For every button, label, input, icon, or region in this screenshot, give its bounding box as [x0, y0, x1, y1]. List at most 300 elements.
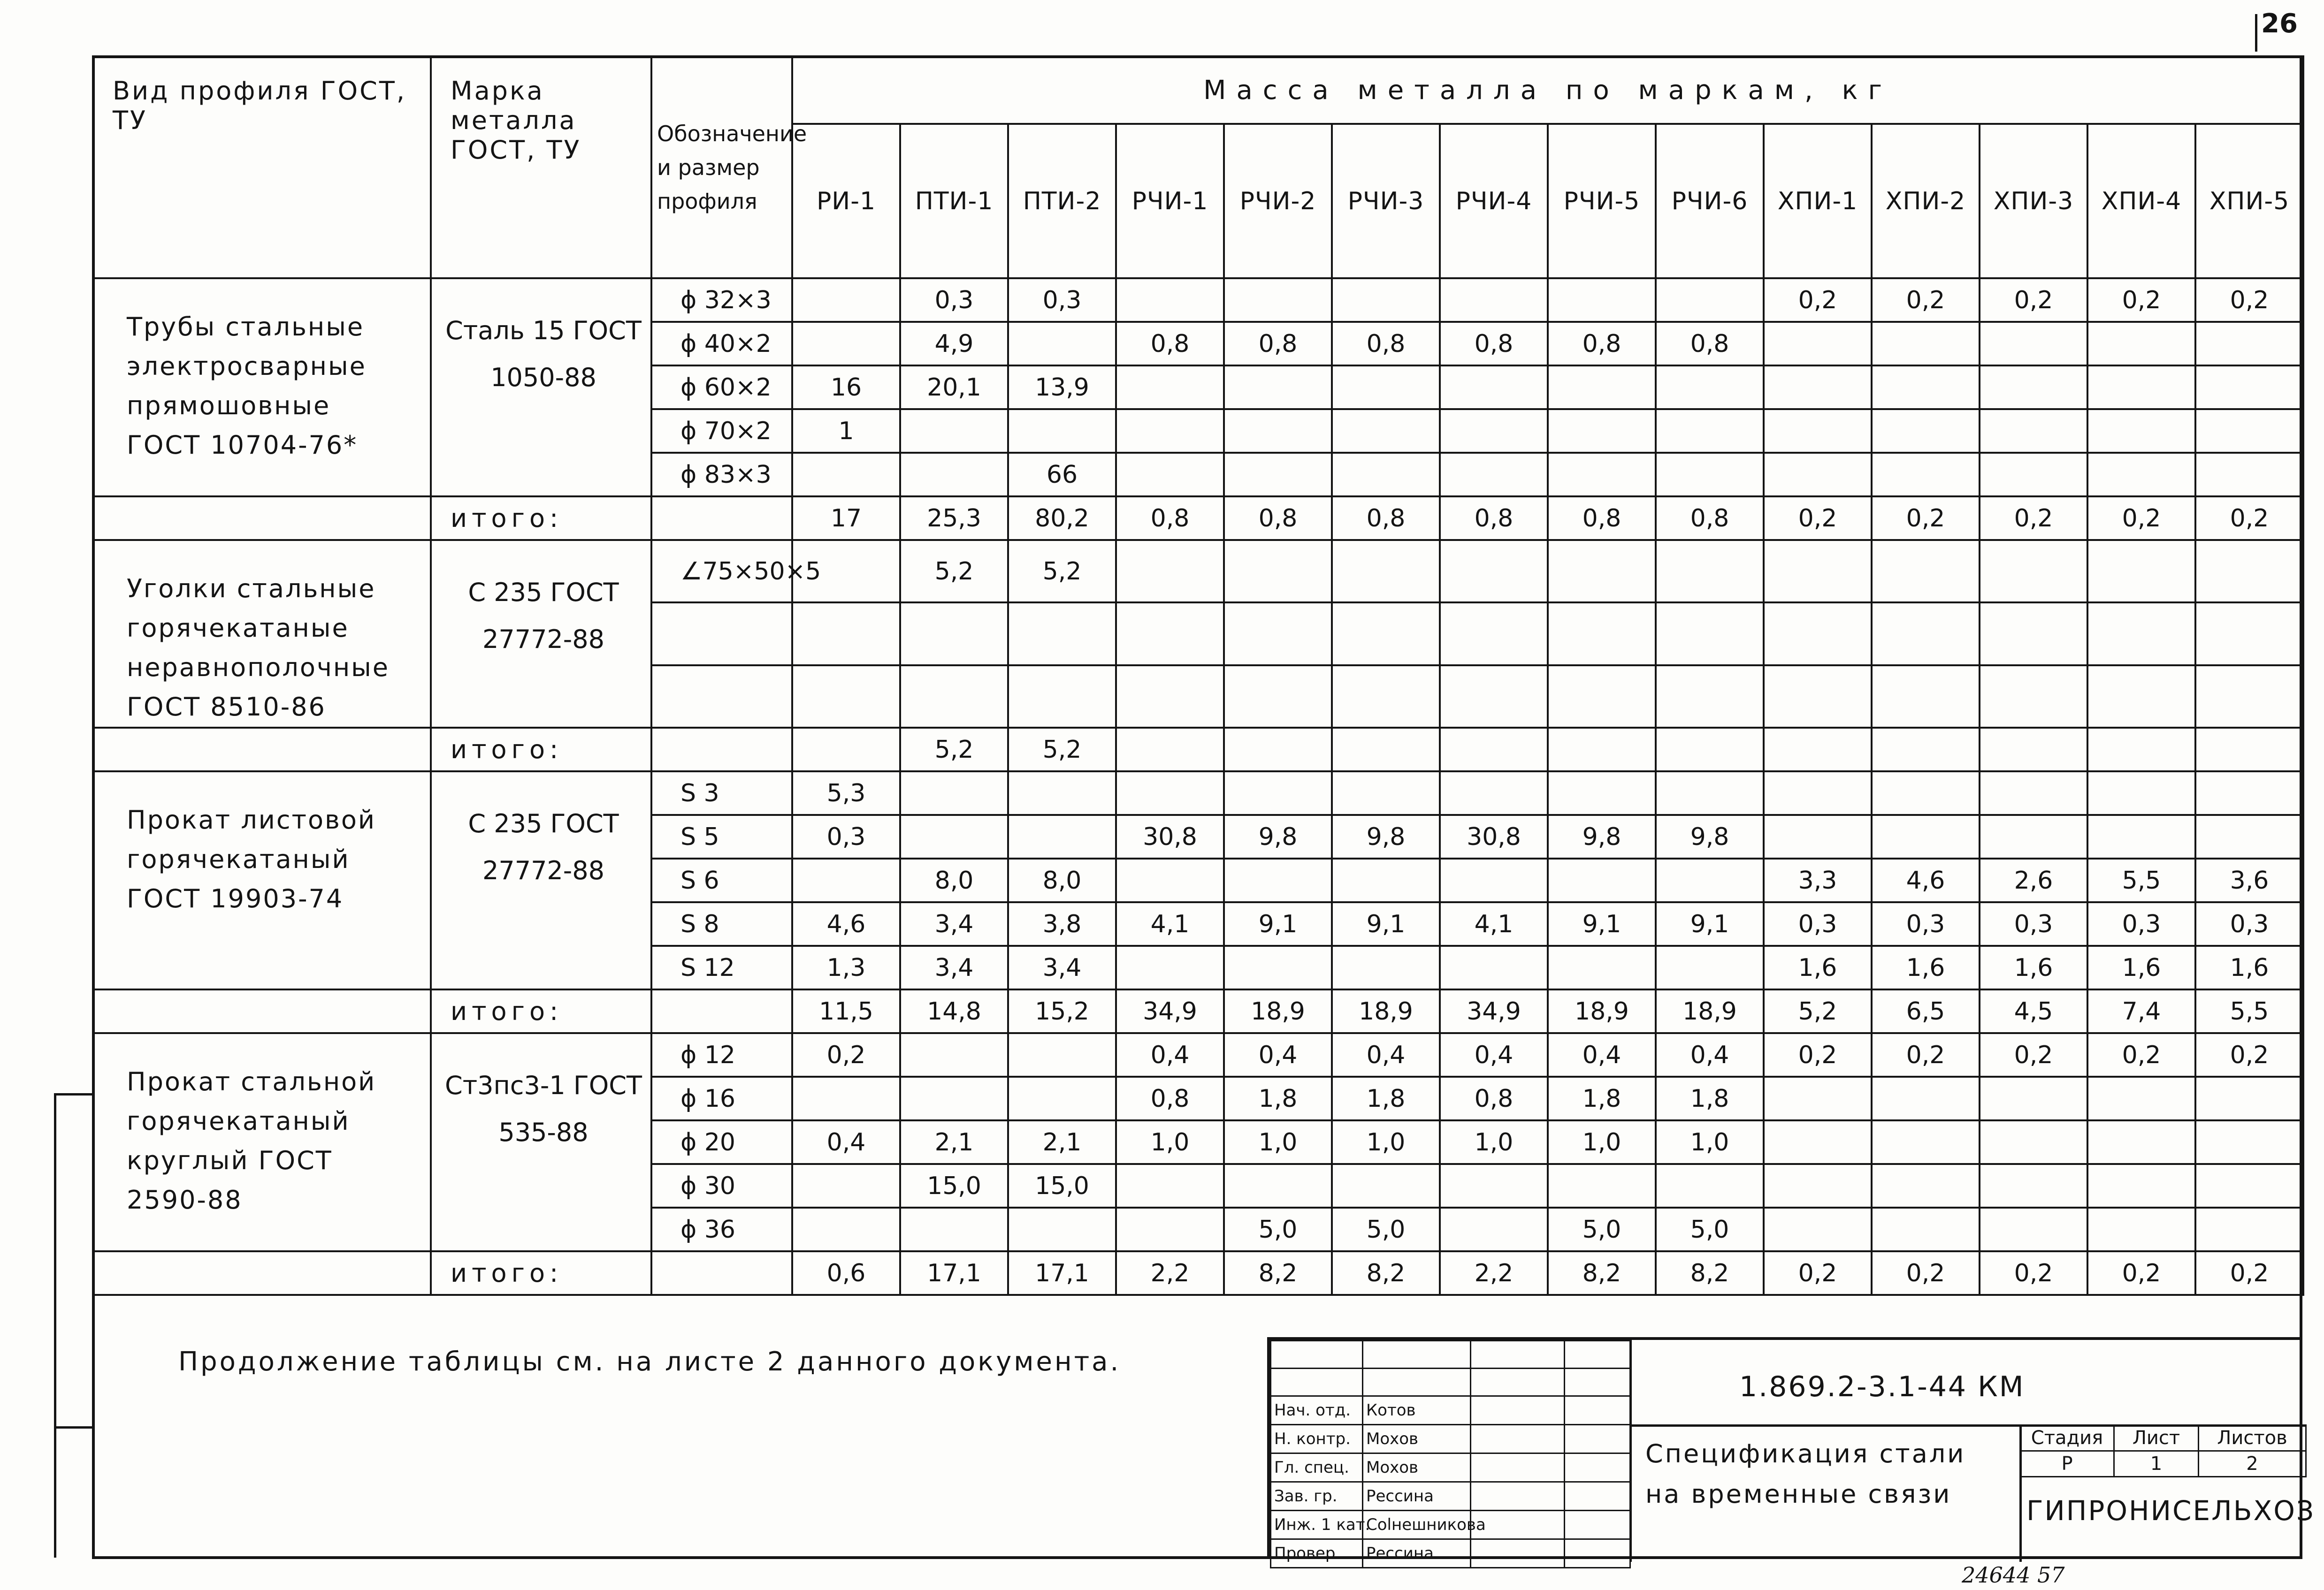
- mass-cell: [1116, 1208, 1224, 1251]
- mass-cell: [1440, 278, 1548, 322]
- mass-cell: [1116, 540, 1224, 602]
- mass-cell: 2,1: [1008, 1120, 1116, 1164]
- mass-cell: [1656, 1164, 1764, 1208]
- profile-size-cell: ϕ 32×3: [651, 278, 792, 322]
- mass-cell: 0,8: [1332, 322, 1440, 365]
- total-mass-cell: 0,8: [1332, 496, 1440, 540]
- mass-cell: [792, 453, 900, 496]
- total-mass-cell: 2,2: [1440, 1251, 1548, 1295]
- archive-number: 24644 57: [1962, 1562, 2065, 1588]
- total-row: [93, 496, 2303, 540]
- total-mass-cell: 0,2: [1764, 1251, 1872, 1295]
- mass-cell: [2087, 453, 2195, 496]
- mass-cell: [1440, 859, 1548, 902]
- mass-cell: [2087, 409, 2195, 453]
- mass-cell: [1872, 453, 1980, 496]
- mass-cell: [1440, 453, 1548, 496]
- mass-cell: [1980, 665, 2087, 728]
- mass-cell: [1008, 1077, 1116, 1120]
- document-code: 1.869.2-3.1-44 КМ: [1739, 1370, 2025, 1403]
- mass-cell: [2195, 1208, 2303, 1251]
- mass-cell: [1008, 665, 1116, 728]
- mass-cell: 5,5: [2087, 859, 2195, 902]
- total-row: [93, 728, 2303, 771]
- mass-cell: [1872, 1164, 1980, 1208]
- mass-cell: [1116, 771, 1224, 815]
- mass-cell: [900, 1077, 1008, 1120]
- stage-value: Р: [2020, 1451, 2114, 1477]
- mass-cell: [1764, 1208, 1872, 1251]
- total-mass-cell: 0,2: [1764, 496, 1872, 540]
- total-mass-cell: [1548, 728, 1656, 771]
- total-mass-cell: 2,2: [1116, 1251, 1224, 1295]
- total-mass-cell: 0,2: [1980, 496, 2087, 540]
- mass-cell: [900, 771, 1008, 815]
- mass-cell: 0,8: [1116, 322, 1224, 365]
- total-mass-cell: 8,2: [1332, 1251, 1440, 1295]
- mass-cell: [1656, 453, 1764, 496]
- mass-cell: 0,8: [1440, 1077, 1548, 1120]
- mass-cell: 5,0: [1224, 1208, 1332, 1251]
- mass-cell: 0,2: [1872, 1033, 1980, 1077]
- mass-cell: 0,2: [2195, 1033, 2303, 1077]
- mass-cell: [1224, 278, 1332, 322]
- total-mass-cell: 0,8: [1440, 496, 1548, 540]
- mass-cell: 0,8: [1440, 322, 1548, 365]
- total-mass-cell: 0,2: [2195, 496, 2303, 540]
- mark-header-cell: ПТИ-1: [900, 124, 1008, 278]
- mass-cell: [1440, 771, 1548, 815]
- total-mass-cell: 80,2: [1008, 496, 1116, 540]
- signature-name: Рессина: [1363, 1482, 1471, 1511]
- mark-header-cell: ХПИ-2: [1872, 124, 1980, 278]
- mass-cell: 0,3: [1008, 278, 1116, 322]
- signature-role: Зав. гр.: [1271, 1482, 1363, 1511]
- profile-size-cell: ϕ 12: [651, 1033, 792, 1077]
- mass-cell: [1980, 1208, 2087, 1251]
- mass-cell: [1980, 365, 2087, 409]
- mark-header-cell: ХПИ-1: [1764, 124, 1872, 278]
- signature-name: Мохов: [1363, 1425, 1471, 1453]
- mass-cell: [1548, 365, 1656, 409]
- mass-cell: [1656, 665, 1764, 728]
- mass-cell: 0,8: [1224, 322, 1332, 365]
- signature-name: Рессина: [1363, 1539, 1471, 1568]
- mass-cell: [1008, 815, 1116, 859]
- profile-type-cell: Уголки стальные горячекатаные неравнополочные ГОСТ 8510-86: [93, 540, 431, 728]
- total-mass-cell: 18,9: [1224, 989, 1332, 1033]
- mass-cell: [1116, 453, 1224, 496]
- mass-cell: [2087, 665, 2195, 728]
- total-label: итого:: [431, 496, 651, 540]
- mass-cell: 3,8: [1008, 902, 1116, 946]
- sheets-header: Листов: [2199, 1425, 2306, 1451]
- steel-grade-cell: Сталь 15 ГОСТ 1050-88: [431, 278, 651, 496]
- signature-role: Н. контр.: [1271, 1425, 1363, 1453]
- mass-cell: 9,1: [1224, 902, 1332, 946]
- mass-cell: [1224, 771, 1332, 815]
- signature-cell: [1471, 1482, 1565, 1511]
- mass-cell: [1332, 453, 1440, 496]
- mass-cell: 8,0: [900, 859, 1008, 902]
- mass-cell: [1332, 771, 1440, 815]
- mass-cell: [1980, 1077, 2087, 1120]
- mass-cell: 5,0: [1656, 1208, 1764, 1251]
- header-profile-type: Вид профиля ГОСТ, ТУ: [93, 56, 431, 278]
- total-mass-cell: 17,1: [1008, 1251, 1116, 1295]
- profile-size-cell: ϕ 36: [651, 1208, 792, 1251]
- profile-size-cell: ϕ 70×2: [651, 409, 792, 453]
- mark-header-cell: ХПИ-5: [2195, 124, 2303, 278]
- mass-cell: 9,8: [1224, 815, 1332, 859]
- total-label: итого:: [431, 728, 651, 771]
- mass-cell: [2087, 1077, 2195, 1120]
- mass-cell: [2195, 322, 2303, 365]
- signature-row: [1271, 1482, 1630, 1511]
- total-mass-cell: [2195, 728, 2303, 771]
- mass-cell: [1440, 602, 1548, 665]
- mass-cell: [1872, 1077, 1980, 1120]
- table-row: [93, 771, 2303, 815]
- mass-cell: [1116, 859, 1224, 902]
- corner-bar: [2255, 14, 2257, 52]
- profile-size-cell: S 8: [651, 902, 792, 946]
- mass-cell: [1548, 771, 1656, 815]
- profile-size-cell: S 5: [651, 815, 792, 859]
- total-mass-cell: 0,8: [1224, 496, 1332, 540]
- mass-cell: [1116, 365, 1224, 409]
- profile-type-cell-blank: [93, 989, 431, 1033]
- mass-cell: [2087, 365, 2195, 409]
- sheet-header: Лист: [2114, 1425, 2199, 1451]
- mass-cell: 5,0: [1548, 1208, 1656, 1251]
- mass-cell: [1224, 602, 1332, 665]
- mass-cell: 0,4: [1332, 1033, 1440, 1077]
- continuation-note: Продолжение таблицы см. на листе 2 данного документа.: [178, 1347, 1121, 1377]
- mass-cell: [1440, 409, 1548, 453]
- total-mass-cell: 18,9: [1332, 989, 1440, 1033]
- mass-cell: 1,8: [1548, 1077, 1656, 1120]
- total-mass-cell: 0,2: [1980, 1251, 2087, 1295]
- mass-cell: [2087, 1120, 2195, 1164]
- mass-cell: 0,3: [2195, 902, 2303, 946]
- signature-role: Инж. 1 кат.: [1271, 1511, 1363, 1539]
- total-mass-cell: 5,2: [1764, 989, 1872, 1033]
- total-mass-cell: 25,3: [900, 496, 1008, 540]
- mass-cell: [900, 409, 1008, 453]
- mass-cell: [1656, 946, 1764, 989]
- sheets-value: 2: [2199, 1451, 2306, 1477]
- mass-cell: [2087, 322, 2195, 365]
- mass-cell: [792, 1077, 900, 1120]
- profile-size-cell: ϕ 60×2: [651, 365, 792, 409]
- total-mass-cell: 5,2: [900, 728, 1008, 771]
- mass-cell: 4,1: [1440, 902, 1548, 946]
- total-mass-cell: [1656, 728, 1764, 771]
- mass-cell: 1,6: [2087, 946, 2195, 989]
- mass-cell: 1,8: [1224, 1077, 1332, 1120]
- mass-cell: [1764, 602, 1872, 665]
- mass-cell: [1332, 946, 1440, 989]
- mass-cell: [1980, 1164, 2087, 1208]
- mass-cell: [2195, 771, 2303, 815]
- mass-cell: [2195, 453, 2303, 496]
- mass-cell: 30,8: [1440, 815, 1548, 859]
- profile-type-cell-blank: [93, 496, 431, 540]
- mass-cell: [2195, 409, 2303, 453]
- mass-cell: 0,2: [1764, 278, 1872, 322]
- mass-cell: [1332, 278, 1440, 322]
- profile-size-cell-blank: [651, 496, 792, 540]
- mass-cell: 1,6: [1872, 946, 1980, 989]
- mass-cell: [1224, 859, 1332, 902]
- mass-cell: [1872, 665, 1980, 728]
- mass-cell: [1440, 1164, 1548, 1208]
- signature-role: Нач. отд.: [1271, 1396, 1363, 1425]
- mass-cell: [1548, 540, 1656, 602]
- mass-cell: [1980, 771, 2087, 815]
- organization-name: ГИПРОНИСЕЛЬХОЗ: [2026, 1495, 2316, 1527]
- mass-cell: 1,0: [1548, 1120, 1656, 1164]
- mass-cell: [2195, 815, 2303, 859]
- total-mass-cell: 0,2: [2087, 496, 2195, 540]
- mass-cell: [1872, 771, 1980, 815]
- mass-cell: 1,6: [1764, 946, 1872, 989]
- mass-cell: [1980, 409, 2087, 453]
- mass-cell: [1224, 1164, 1332, 1208]
- total-mass-cell: [1116, 728, 1224, 771]
- mass-cell: [1764, 1120, 1872, 1164]
- mass-cell: [792, 859, 900, 902]
- mass-cell: 0,3: [1872, 902, 1980, 946]
- mass-cell: 0,3: [1980, 902, 2087, 946]
- mass-cell: [1656, 365, 1764, 409]
- mass-cell: [1548, 453, 1656, 496]
- total-mass-cell: [1872, 728, 1980, 771]
- mass-cell: 1,6: [1980, 946, 2087, 989]
- mass-cell: [792, 602, 900, 665]
- mass-cell: [1872, 409, 1980, 453]
- mass-cell: [900, 1033, 1008, 1077]
- mass-cell: [1224, 946, 1332, 989]
- mass-cell: 4,9: [900, 322, 1008, 365]
- mass-cell: [1548, 602, 1656, 665]
- mark-header-cell: РИ-1: [792, 124, 900, 278]
- mass-cell: 0,2: [2087, 1033, 2195, 1077]
- mass-cell: [1008, 1208, 1116, 1251]
- profile-size-cell: ϕ 20: [651, 1120, 792, 1164]
- mass-cell: [2195, 665, 2303, 728]
- mass-cell: [1116, 1164, 1224, 1208]
- total-mass-cell: 15,2: [1008, 989, 1116, 1033]
- total-row: [93, 1251, 2303, 1295]
- mass-cell: 1: [792, 409, 900, 453]
- mass-cell: 5,2: [900, 540, 1008, 602]
- mass-cell: 9,8: [1548, 815, 1656, 859]
- mass-cell: [2087, 771, 2195, 815]
- mark-header-cell: РЧИ-4: [1440, 124, 1548, 278]
- total-mass-cell: 14,8: [900, 989, 1008, 1033]
- sheet-title-line2: на временные связи: [1645, 1479, 1952, 1509]
- total-mass-cell: [1332, 728, 1440, 771]
- mass-cell: [792, 665, 900, 728]
- mass-cell: 9,1: [1656, 902, 1764, 946]
- mass-cell: 1,0: [1440, 1120, 1548, 1164]
- mass-cell: [1008, 322, 1116, 365]
- steel-grade-cell: С 235 ГОСТ 27772-88: [431, 540, 651, 728]
- date-cell: [1565, 1482, 1630, 1511]
- profile-type-cell-blank: [93, 1251, 431, 1295]
- total-mass-cell: [792, 728, 900, 771]
- mass-cell: [1332, 665, 1440, 728]
- total-label: итого:: [431, 1251, 651, 1295]
- mass-cell: 15,0: [1008, 1164, 1116, 1208]
- mass-cell: [1980, 815, 2087, 859]
- mass-cell: [1548, 1164, 1656, 1208]
- mass-cell: [1764, 322, 1872, 365]
- signature-cell: [1471, 1539, 1565, 1568]
- mass-cell: [1872, 602, 1980, 665]
- total-mass-cell: 0,6: [792, 1251, 900, 1295]
- total-mass-cell: 0,8: [1656, 496, 1764, 540]
- signature-row: [1271, 1453, 1630, 1482]
- mass-cell: [1116, 409, 1224, 453]
- mass-cell: [1764, 540, 1872, 602]
- table-row: [93, 1033, 2303, 1077]
- mass-cell: 0,8: [1656, 322, 1764, 365]
- total-mass-cell: 5,2: [1008, 728, 1116, 771]
- signature-cell: [1471, 1425, 1565, 1453]
- mass-cell: 1,6: [2195, 946, 2303, 989]
- mass-cell: 0,4: [1656, 1033, 1764, 1077]
- mass-cell: 1,0: [1332, 1120, 1440, 1164]
- signature-cell: [1471, 1396, 1565, 1425]
- mass-cell: 0,2: [2087, 278, 2195, 322]
- mass-cell: [1764, 771, 1872, 815]
- mass-cell: [2087, 602, 2195, 665]
- mass-cell: [1764, 1077, 1872, 1120]
- total-mass-cell: 8,2: [1548, 1251, 1656, 1295]
- mass-cell: 2,1: [900, 1120, 1008, 1164]
- steel-specification-table: [92, 55, 2304, 1296]
- total-mass-cell: [1440, 728, 1548, 771]
- mass-cell: [1872, 540, 1980, 602]
- mass-cell: [1332, 540, 1440, 602]
- mass-cell: [1980, 540, 2087, 602]
- mass-cell: [1764, 453, 1872, 496]
- title-block-divider: [1629, 1340, 1632, 1562]
- mass-cell: [2195, 602, 2303, 665]
- mass-cell: [792, 1164, 900, 1208]
- mass-cell: 3,3: [1764, 859, 1872, 902]
- stage-header: Стадия: [2020, 1425, 2114, 1451]
- profile-size-cell: S 12: [651, 946, 792, 989]
- table-row: [93, 278, 2303, 322]
- mass-cell: [1548, 946, 1656, 989]
- mass-cell: [1872, 1208, 1980, 1251]
- total-mass-cell: 17,1: [900, 1251, 1008, 1295]
- mass-cell: [2195, 540, 2303, 602]
- mass-cell: 15,0: [900, 1164, 1008, 1208]
- signature-row: [1271, 1396, 1630, 1425]
- total-mass-cell: [2087, 728, 2195, 771]
- mass-cell: [2087, 540, 2195, 602]
- mass-cell: 9,8: [1656, 815, 1764, 859]
- total-mass-cell: [1224, 728, 1332, 771]
- mass-cell: [2087, 1164, 2195, 1208]
- mass-cell: [1548, 859, 1656, 902]
- mark-header-cell: РЧИ-2: [1224, 124, 1332, 278]
- signature-row: [1271, 1539, 1630, 1568]
- binding-mark: [54, 1426, 93, 1429]
- mass-cell: [900, 815, 1008, 859]
- total-mass-cell: 34,9: [1116, 989, 1224, 1033]
- date-cell: [1565, 1425, 1630, 1453]
- profile-size-cell: ∠75×50×5: [651, 540, 792, 602]
- mass-cell: [1656, 540, 1764, 602]
- mass-cell: [1440, 946, 1548, 989]
- total-mass-cell: 0,2: [1872, 1251, 1980, 1295]
- profile-size-cell: ϕ 16: [651, 1077, 792, 1120]
- signature-table: [1270, 1340, 1631, 1568]
- total-mass-cell: [1980, 728, 2087, 771]
- mass-cell: [1980, 602, 2087, 665]
- total-mass-cell: 18,9: [1548, 989, 1656, 1033]
- mass-cell: [900, 1208, 1008, 1251]
- total-mass-cell: [1764, 728, 1872, 771]
- mass-cell: 16: [792, 365, 900, 409]
- profile-type-cell-blank: [93, 728, 431, 771]
- mass-cell: 1,8: [1332, 1077, 1440, 1120]
- mass-cell: [1440, 1208, 1548, 1251]
- mark-header-cell: РЧИ-1: [1116, 124, 1224, 278]
- mark-header-cell: ХПИ-3: [1980, 124, 2087, 278]
- mass-cell: [1440, 665, 1548, 728]
- mass-cell: 0,3: [900, 278, 1008, 322]
- date-cell: [1565, 1511, 1630, 1539]
- mass-cell: [1224, 365, 1332, 409]
- total-mass-cell: 8,2: [1224, 1251, 1332, 1295]
- mass-cell: 5,2: [1008, 540, 1116, 602]
- signature-role: Провер.: [1271, 1539, 1363, 1568]
- mass-cell: [2087, 815, 2195, 859]
- sheet-title-line1: Спецификация стали: [1645, 1439, 1966, 1468]
- mass-cell: [1656, 771, 1764, 815]
- total-mass-cell: 5,5: [2195, 989, 2303, 1033]
- mass-cell: 66: [1008, 453, 1116, 496]
- total-label: итого:: [431, 989, 651, 1033]
- mass-cell: [1224, 453, 1332, 496]
- mass-cell: [1548, 409, 1656, 453]
- total-mass-cell: 0,8: [1548, 496, 1656, 540]
- mass-cell: [1764, 665, 1872, 728]
- mass-cell: 3,6: [2195, 859, 2303, 902]
- steel-grade-cell: С 235 ГОСТ 27772-88: [431, 771, 651, 989]
- date-cell: [1565, 1453, 1630, 1482]
- header-profile-size: Обозначение и размер профиля: [651, 56, 792, 278]
- mass-cell: [1332, 602, 1440, 665]
- profile-size-cell-blank: [651, 728, 792, 771]
- table-body: [93, 278, 2303, 1295]
- mass-cell: 0,4: [1224, 1033, 1332, 1077]
- mass-cell: 9,8: [1332, 815, 1440, 859]
- mass-cell: [1764, 815, 1872, 859]
- steel-grade-cell: Ст3пс3-1 ГОСТ 535-88: [431, 1033, 651, 1251]
- mass-cell: 5,0: [1332, 1208, 1440, 1251]
- mass-cell: 20,1: [900, 365, 1008, 409]
- mass-cell: 0,8: [1548, 322, 1656, 365]
- mass-cell: 1,0: [1656, 1120, 1764, 1164]
